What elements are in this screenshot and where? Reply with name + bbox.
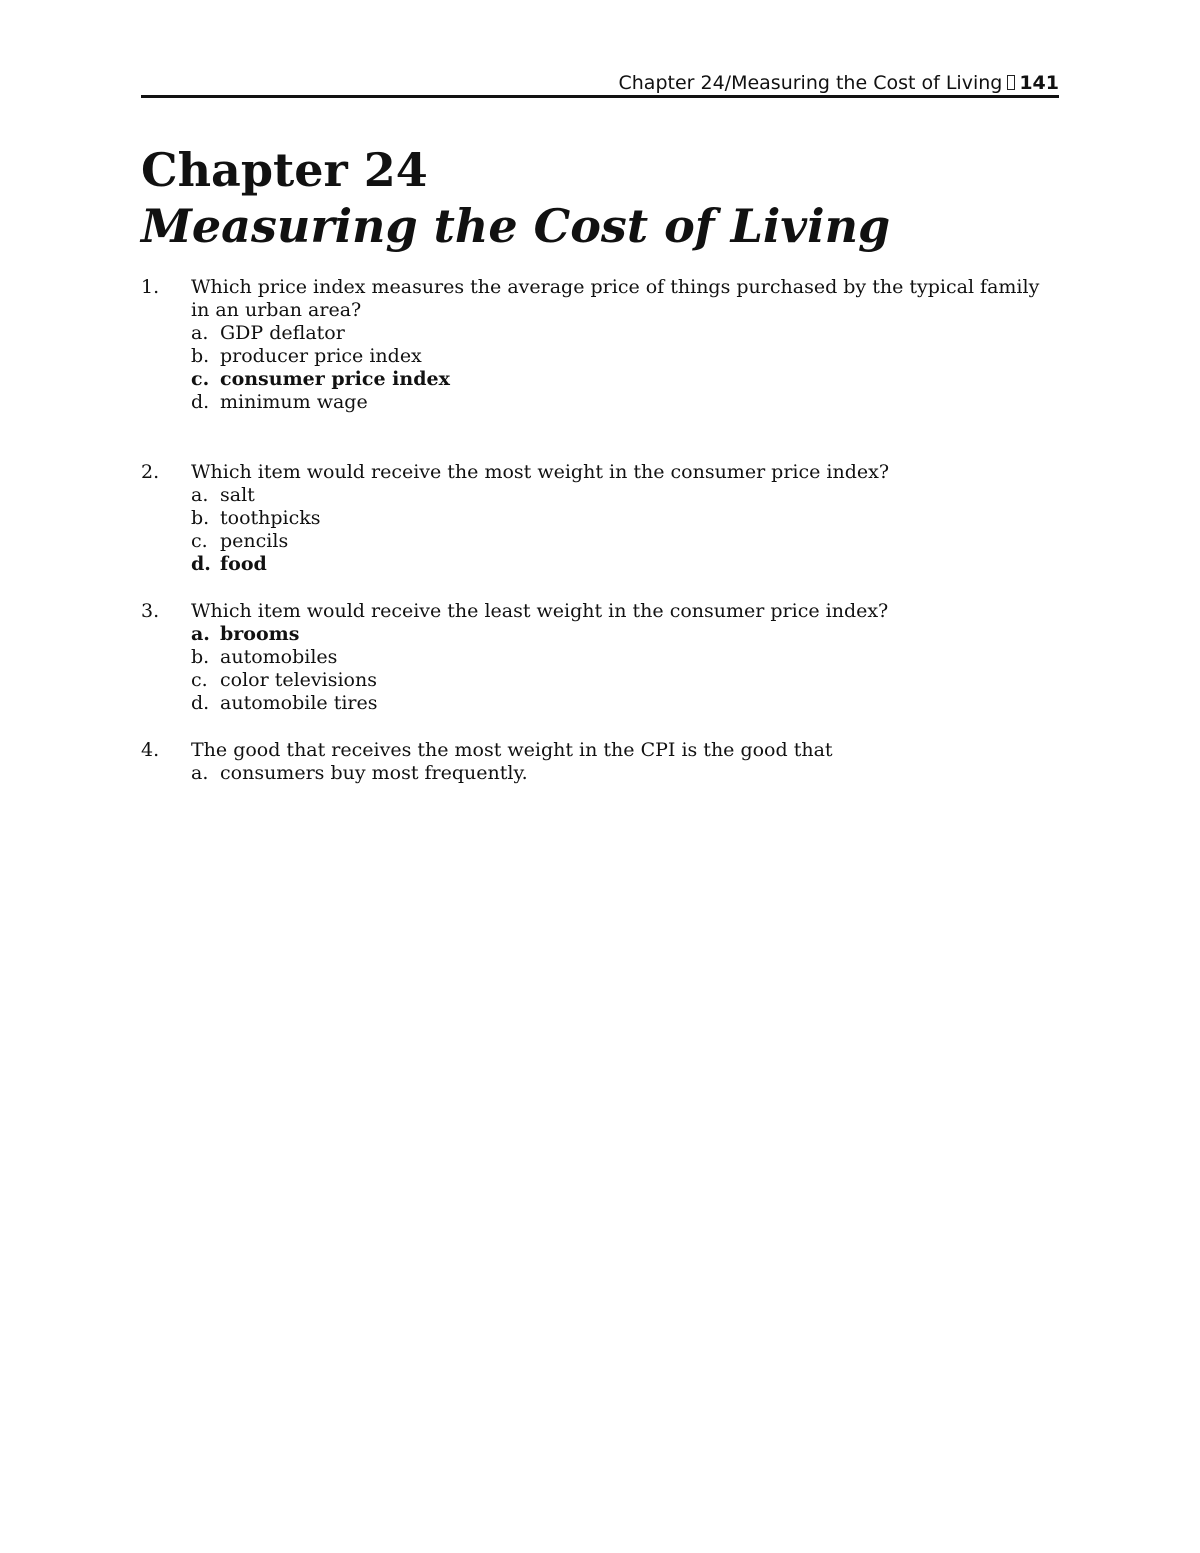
page-number: 141 [1019,72,1059,94]
option-letter: d. [191,692,210,714]
answer-option-d [191,692,1041,715]
answer-option-a [191,484,1041,507]
option-text: pencils [220,530,289,552]
chapter-title: Measuring the Cost of Living [141,199,891,253]
option-letter: b. [191,646,210,668]
answer-options [191,762,1041,785]
answer-option-a [191,322,1041,345]
question-4 [141,739,1041,785]
running-header [141,70,1059,96]
option-letter: a. [191,623,210,645]
answer-option-a [191,762,1041,785]
option-letter: c. [191,669,208,691]
answer-option-a-correct [191,623,1041,646]
option-letter: c. [191,530,208,552]
option-text: consumer price index [220,368,450,390]
option-text: salt [220,484,255,506]
header-rule [141,95,1059,98]
question-number: 2. [141,461,160,483]
chapter-number: Chapter 24 [141,143,428,197]
answer-options [191,322,1041,414]
option-text: color televisions [220,669,377,691]
answer-option-b [191,345,1041,368]
header-separator-box-icon [1007,75,1015,90]
question-3 [141,600,1041,715]
answer-options [191,623,1041,715]
answer-option-c-correct [191,368,1041,391]
option-text: automobile tires [220,692,378,714]
option-letter: b. [191,345,210,367]
question-stem: Which item would receive the least weight in the consumer price index? [191,600,889,622]
option-letter: a. [191,484,209,506]
question-number: 1. [141,276,160,298]
question-number: 3. [141,600,160,622]
answer-option-b [191,646,1041,669]
option-text: minimum wage [220,391,368,413]
answer-option-c [191,530,1041,553]
running-header-title: Chapter 24/Measuring the Cost of Living [618,72,1003,94]
option-text: automobiles [220,646,338,668]
question-number: 4. [141,739,160,761]
question-2 [141,461,1041,576]
option-text: food [220,553,267,575]
option-letter: a. [191,762,209,784]
option-letter: d. [191,553,211,575]
option-letter: a. [191,322,209,344]
question-stem: Which price index measures the average price of things purchased by the typical family in an urban area? [191,276,1040,321]
option-text: consumers buy most frequently. [220,762,528,784]
option-text: toothpicks [220,507,321,529]
option-text: producer price index [220,345,422,367]
answer-option-d-correct [191,553,1041,576]
option-letter: d. [191,391,210,413]
option-letter: c. [191,368,210,390]
question-stem: The good that receives the most weight in the CPI is the good that [191,739,833,761]
option-text: GDP deflator [220,322,345,344]
answer-option-d [191,391,1041,414]
option-letter: b. [191,507,210,529]
question-1 [141,276,1041,414]
answer-options [191,484,1041,576]
question-stem: Which item would receive the most weight in the consumer price index? [191,461,890,483]
answer-option-b [191,507,1041,530]
answer-option-c [191,669,1041,692]
option-text: brooms [220,623,300,645]
